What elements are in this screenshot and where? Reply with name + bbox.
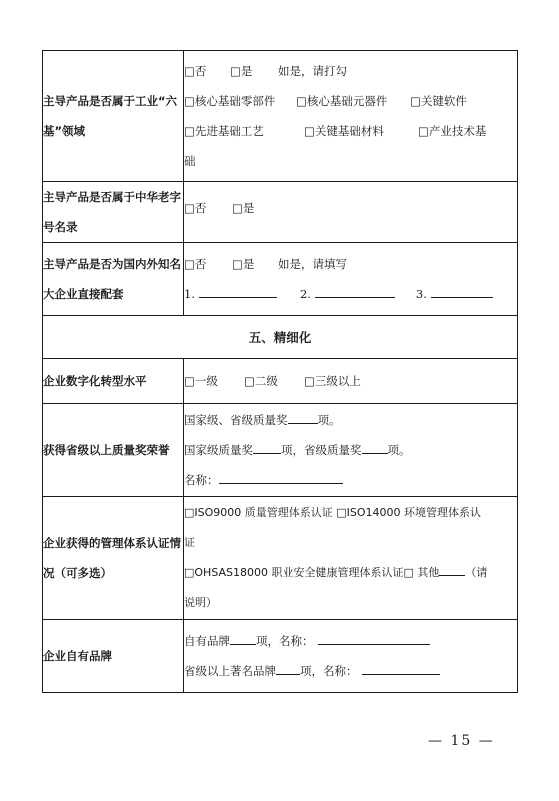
- mgmt-ohsas-option[interactable]: □OHSAS18000 职业安全健康管理体系认证□ 其他: [184, 566, 440, 579]
- enterprise-form-table: [42, 50, 518, 693]
- label-brand: 企业自有品牌: [43, 620, 184, 693]
- page-number: — 15 —: [428, 733, 495, 749]
- checkbox-no[interactable]: □否: [184, 257, 207, 271]
- brand-name-input[interactable]: [318, 631, 430, 645]
- checkbox-basic-process[interactable]: □先进基础工艺: [184, 124, 264, 138]
- label-laozihao: 主导产品是否属于中华老字号名录: [43, 182, 184, 243]
- label-digital: 企业数字化转型水平: [43, 359, 184, 404]
- checkbox-level1[interactable]: □一级: [184, 374, 218, 388]
- section-title: 五、精细化: [43, 316, 518, 359]
- quality-count-input[interactable]: [288, 410, 318, 424]
- liuji-hint: 如是，请打勾: [278, 64, 347, 78]
- quality-text-2: 项。: [317, 413, 341, 427]
- famous-brand-count-input[interactable]: [276, 661, 300, 675]
- quality-name-label: 名称：: [184, 473, 219, 487]
- checkbox-no[interactable]: □否: [184, 201, 207, 215]
- provincial-count-input[interactable]: [362, 440, 388, 454]
- peitao-hint: 如是，请填写: [278, 257, 347, 271]
- row-laozihao: [43, 182, 518, 243]
- field-1-label: 1.: [184, 287, 195, 301]
- liuji-line3: [184, 116, 517, 146]
- quality-text-4: 项，省级质量奖: [281, 443, 362, 457]
- row-brand: [43, 620, 518, 693]
- checkbox-industrial-tech[interactable]: □产业技术基: [418, 124, 487, 138]
- field-1-input[interactable]: [199, 284, 277, 298]
- field-3-input[interactable]: [431, 284, 493, 298]
- checkbox-key-software[interactable]: □关键软件: [410, 94, 467, 108]
- content-mgmt: [184, 497, 518, 620]
- liuji-line1: [184, 56, 517, 86]
- liuji-line2: [184, 86, 517, 116]
- label-quality: 获得省级以上质量奖荣誉: [43, 404, 184, 497]
- label-mgmt: 企业获得的管理体系认证情况（可多选）: [43, 497, 184, 620]
- brand-text-1: 自有品牌: [184, 634, 230, 648]
- field-2-input[interactable]: [315, 284, 395, 298]
- quality-name-input[interactable]: [219, 470, 343, 484]
- row-mgmt: [43, 497, 518, 620]
- brand-text-3: 省级以上著名品牌: [184, 664, 276, 678]
- row-liuji: [43, 51, 518, 182]
- content-peitao: [184, 243, 518, 316]
- checkbox-yes[interactable]: □是: [230, 64, 253, 78]
- quality-text-5: 项。: [387, 443, 411, 457]
- checkbox-yes[interactable]: □是: [232, 257, 255, 271]
- label-peitao: 主导产品是否为国内外知名大企业直接配套: [43, 243, 184, 316]
- famous-brand-name-input[interactable]: [362, 661, 440, 675]
- liuji-line4: 础: [184, 154, 196, 168]
- field-3-label: 3.: [415, 287, 427, 301]
- checkbox-core-parts[interactable]: □核心基础零部件: [184, 94, 276, 108]
- checkbox-level3-plus[interactable]: □三级以上: [304, 374, 361, 388]
- quality-text-1: 国家级、省级质量奖: [184, 413, 288, 427]
- content-digital: [184, 359, 518, 404]
- checkbox-no[interactable]: □否: [184, 64, 207, 78]
- field-2-label: 2.: [299, 287, 311, 301]
- row-quality: [43, 404, 518, 497]
- checkbox-yes[interactable]: □是: [232, 201, 255, 215]
- row-peitao: [43, 243, 518, 316]
- label-liuji: 主导产品是否属于工业“六基”领域: [43, 51, 184, 182]
- mgmt-text-please: （请: [465, 566, 488, 579]
- content-quality: [184, 404, 518, 497]
- mgmt-line4: 说明）: [184, 596, 217, 609]
- national-count-input[interactable]: [253, 440, 281, 454]
- content-laozihao: [184, 182, 518, 243]
- mgmt-line2: 证: [184, 536, 195, 549]
- mgmt-other-input[interactable]: [439, 562, 465, 576]
- checkbox-level2[interactable]: □二级: [244, 374, 278, 388]
- content-brand: [184, 620, 518, 693]
- row-section5: [43, 316, 518, 359]
- row-digital: [43, 359, 518, 404]
- checkbox-key-materials[interactable]: □关键基础材料: [304, 124, 384, 138]
- brand-text-2: 项，名称：: [256, 634, 314, 648]
- checkbox-core-components[interactable]: □核心基础元器件: [296, 94, 388, 108]
- mgmt-line1[interactable]: □ISO9000 质量管理体系认证 □ISO14000 环境管理体系认: [184, 506, 482, 519]
- brand-text-4: 项，名称：: [300, 664, 358, 678]
- brand-count-input[interactable]: [230, 631, 256, 645]
- content-liuji: [184, 51, 518, 182]
- quality-text-3: 国家级质量奖: [184, 443, 253, 457]
